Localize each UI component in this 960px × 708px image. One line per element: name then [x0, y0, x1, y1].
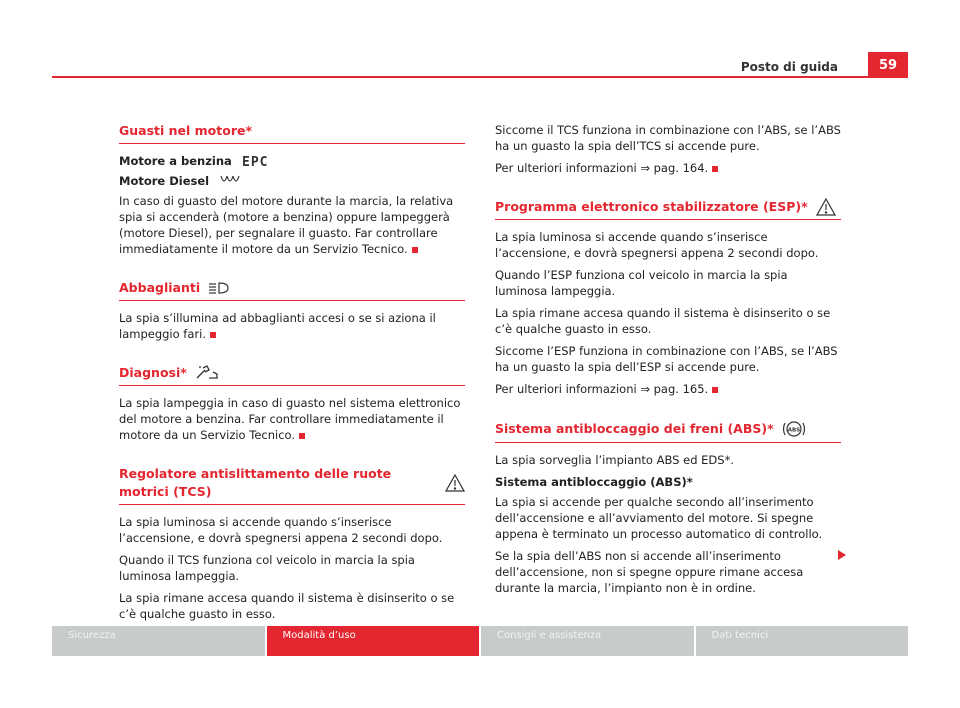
section-title-abbaglianti	[119, 279, 465, 301]
paragraph: La spia luminosa si accende quando s’inserisce l’accensione, e dovrà spegnersi appena 2 secondi dopo.	[495, 230, 819, 260]
page-number: 59	[868, 52, 908, 78]
paragraph: La spia rimane accesa quando il sistema è disinserito o se c’è qualche guasto in esso.	[495, 306, 831, 336]
footer-tab-dati-tecnici[interactable]: Dati tecnici	[696, 626, 909, 656]
section-title-text: Abbaglianti	[119, 280, 201, 295]
continue-arrow-icon	[838, 545, 846, 564]
paragraph-text: La spia lampeggia in caso di guasto nel sistema elettronico del motore a benzina. Far controllare immediatamente il motore da un Servizio Tecnico.	[119, 396, 461, 442]
paragraph: Siccome l’ESP funziona in combinazione con l’ABS, se l’ABS ha un guasto la spia dell’ESP si accende pure.	[495, 344, 838, 374]
traction-warning-icon	[816, 198, 836, 216]
paragraph	[119, 395, 465, 443]
section-title-text: Sistema antibloccaggio dei freni (ABS)*	[495, 421, 774, 436]
svg-text:EPC: EPC	[241, 155, 269, 168]
epc-icon	[242, 154, 272, 168]
paragraph	[495, 160, 841, 176]
footer-tab-sicurezza[interactable]: Sicurezza	[52, 626, 265, 656]
paragraph-text: Per ulteriori informazioni ⇒ pag. 165.	[495, 382, 709, 396]
paragraph: La spia luminosa si accende quando s’inserisce l’accensione, e dovrà spegnersi appena 2 secondi dopo.	[119, 515, 443, 545]
section-title-text: Regolatore antislittamento delle ruote motrici (TCS)	[119, 466, 392, 499]
right-column	[495, 122, 841, 602]
section-title-abs	[495, 419, 841, 443]
paragraph	[495, 381, 841, 397]
paragraph: Siccome il TCS funziona in combinazione con l’ABS, se l’ABS ha un guasto la spia dell’TCS si accende pure.	[495, 123, 841, 153]
section-title-text: Diagnosi*	[119, 365, 187, 380]
abs-icon	[782, 419, 806, 439]
paragraph-text: In caso di guasto del motore durante la marcia, la relativa spia si accenderà (motore a benzina) oppure lampeggerà (motore Diesel), per segnalare il guasto. Far controllare immediatamente il motore da un Servizio Tecnico.	[119, 194, 454, 256]
end-of-section-marker	[712, 166, 718, 172]
traction-warning-icon	[445, 474, 465, 492]
section-title-tcs	[119, 465, 465, 505]
running-header: Posto di guida	[740, 60, 838, 74]
paragraph	[119, 310, 465, 342]
subheading-abs: Sistema antibloccaggio (ABS)*	[495, 475, 693, 489]
paragraph-text: Per ulteriori informazioni ⇒ pag. 164.	[495, 161, 709, 175]
paragraph: Se la spia dell’ABS non si accende all’inserimento dell’accensione, non si spegne oppure rimane accesa durante la marcia, l’impianto non è in ordine.	[495, 549, 804, 595]
subheading-text: Motore Diesel	[119, 174, 210, 188]
header-rule	[52, 76, 908, 78]
subheading-text: Motore a benzina	[119, 154, 232, 168]
footer-nav	[52, 626, 908, 656]
end-of-section-marker	[412, 247, 418, 253]
section-title-text: Guasti nel motore*	[119, 123, 253, 138]
glow-plug-icon	[219, 174, 241, 188]
paragraph	[119, 193, 465, 257]
paragraph: La spia sorveglia l’impianto ABS ed EDS*.	[495, 453, 734, 467]
paragraph: La spia si accende per qualche secondo all’inserimento dell’accensione e all’avviamento del motore. Si spegne appena è terminato un processo automatico di controllo.	[495, 495, 823, 541]
abs-icon-label: ABS	[787, 427, 800, 434]
paragraph: Quando l’ESP funziona col veicolo in marcia la spia luminosa lampeggia.	[495, 268, 788, 298]
paragraph: La spia rimane accesa quando il sistema è disinserito o se c’è qualche guasto in esso.	[119, 591, 455, 621]
subheading-diesel	[119, 173, 465, 189]
diagnosis-icon	[195, 364, 219, 382]
section-title-guasti	[119, 122, 465, 144]
paragraph: Quando il TCS funziona col veicolo in marcia la spia luminosa lampeggia.	[119, 553, 415, 583]
high-beam-icon	[208, 281, 230, 295]
section-title-text: Programma elettronico stabilizzatore (ESP)*	[495, 199, 808, 214]
section-title-diagnosi	[119, 364, 465, 386]
footer-tab-consigli-assistenza[interactable]: Consigli e assistenza	[481, 626, 694, 656]
end-of-section-marker	[210, 332, 216, 338]
end-of-section-marker	[712, 387, 718, 393]
subheading-benzina	[119, 153, 465, 169]
paragraph-text: La spia s’illumina ad abbaglianti accesi o se si aziona il lampeggio fari.	[119, 311, 436, 341]
left-column	[119, 122, 465, 628]
section-title-esp	[495, 198, 841, 220]
end-of-section-marker	[299, 433, 305, 439]
footer-tab-modalita-uso[interactable]: Modalità d’uso	[267, 626, 480, 656]
